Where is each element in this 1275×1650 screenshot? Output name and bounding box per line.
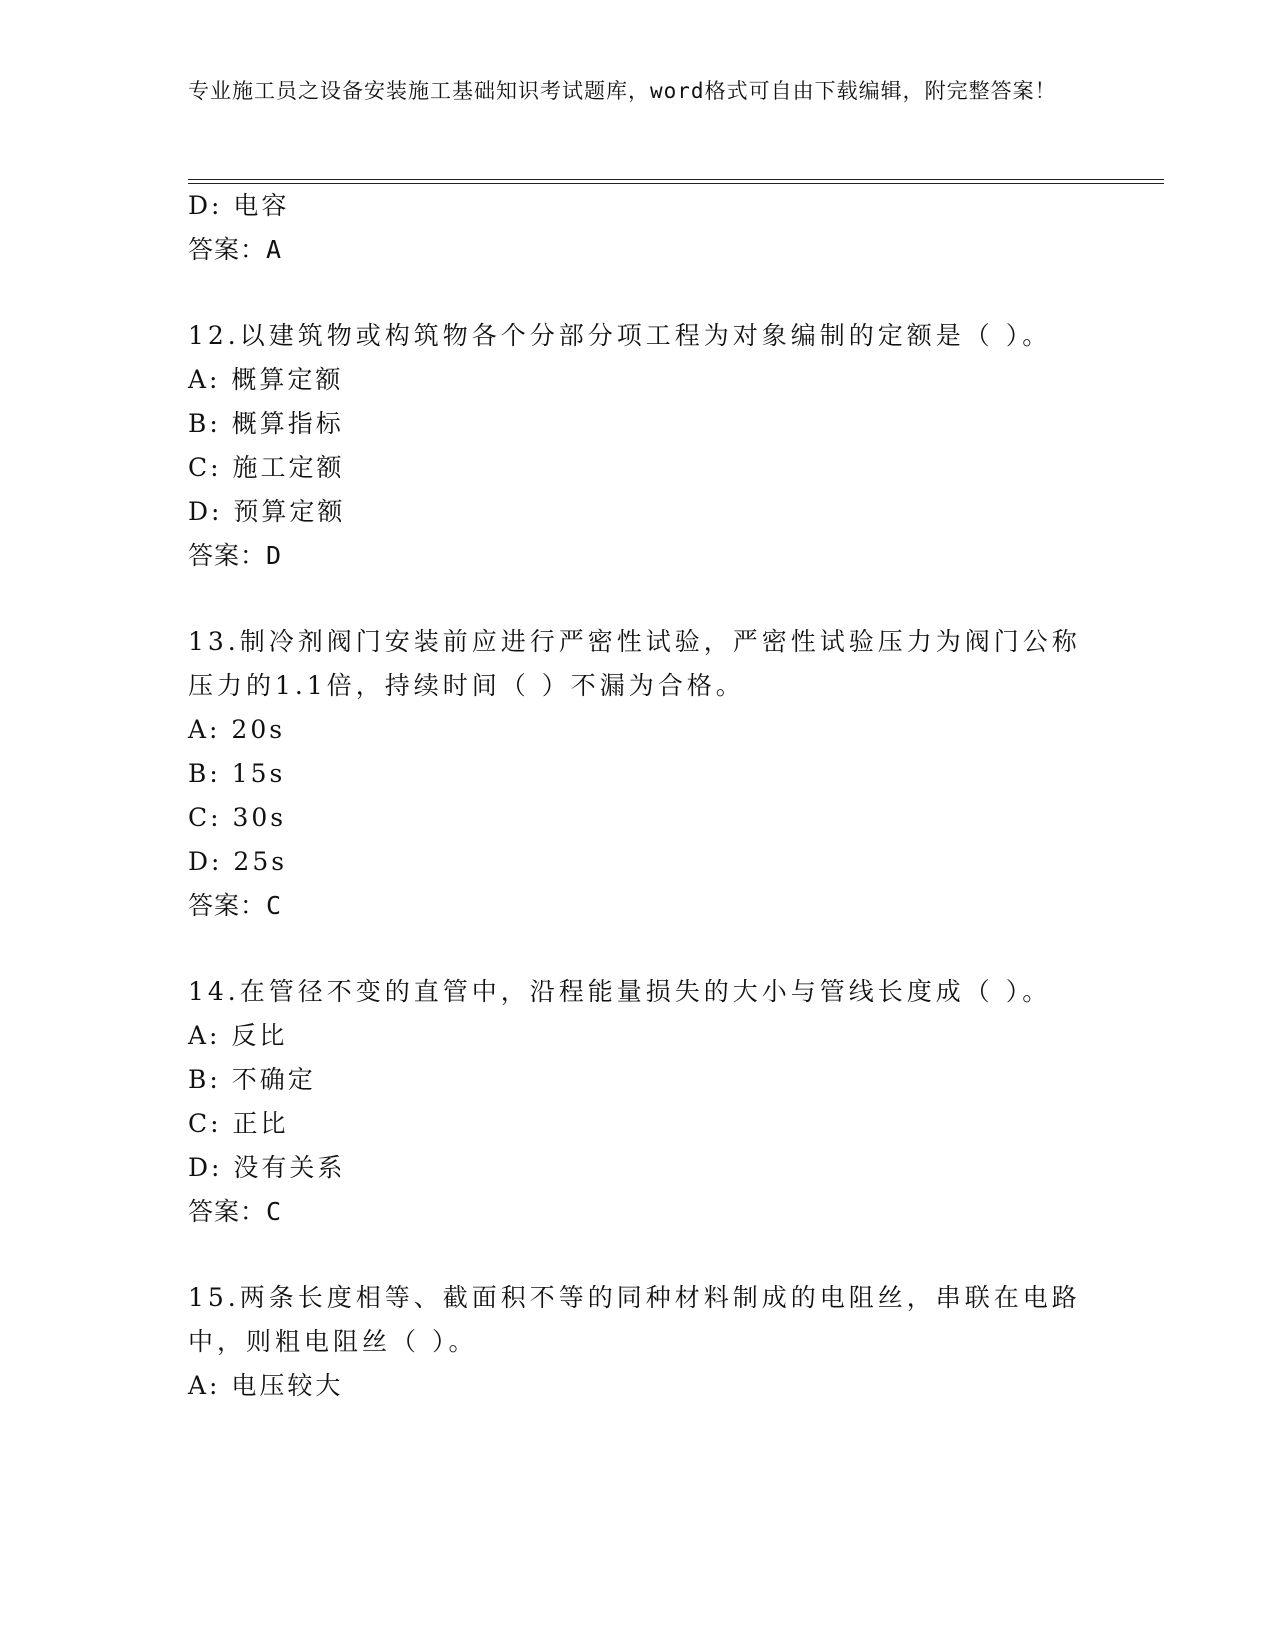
question-12-option-a: A: 概算定额 xyxy=(188,365,344,394)
prev-option-d: D: 电容 xyxy=(188,191,290,220)
question-15-stem-line2: 中，则粗电阻丝（ ）。 xyxy=(188,1327,478,1356)
question-14-option-d: D: 没有关系 xyxy=(188,1153,346,1182)
question-15-option-a: A: 电压较大 xyxy=(188,1371,344,1400)
question-12-option-b: B: 概算指标 xyxy=(188,409,344,438)
question-14-option-a: A: 反比 xyxy=(188,1021,288,1050)
question-12-option-d: D: 预算定额 xyxy=(188,497,346,526)
question-12-stem: 12.以建筑物或构筑物各个分部分项工程为对象编制的定额是（ ）。 xyxy=(188,321,1052,350)
question-15-stem-line1: 15.两条长度相等、截面积不等的同种材料制成的电阻丝，串联在电路 xyxy=(188,1283,1081,1312)
question-14-option-c: C: 正比 xyxy=(188,1109,289,1138)
question-13-option-c: C: 30s xyxy=(188,803,287,832)
question-14-stem: 14.在管径不变的直管中，沿程能量损失的大小与管线长度成（ ）。 xyxy=(188,977,1052,1006)
page-header: 专业施工员之设备安装施工基础知识考试题库，word格式可自由下载编辑，附完整答案！ xyxy=(188,79,1057,103)
question-13-option-a: A: 20s xyxy=(188,715,286,744)
question-13-stem-line1: 13.制冷剂阀门安装前应进行严密性试验，严密性试验压力为阀门公称 xyxy=(188,627,1081,656)
question-13-option-d: D: 25s xyxy=(188,847,288,876)
question-14-option-b: B: 不确定 xyxy=(188,1065,316,1094)
prev-answer: 答案：A xyxy=(188,235,283,264)
header-rule-top xyxy=(188,179,1164,180)
question-12-option-c: C: 施工定额 xyxy=(188,453,345,482)
question-13-answer: 答案：C xyxy=(188,891,283,920)
question-13-stem-line2: 压力的1.1倍，持续时间（ ）不漏为合格。 xyxy=(188,671,745,700)
question-12-answer: 答案：D xyxy=(188,541,283,570)
header-rule-bottom xyxy=(188,183,1164,184)
question-14-answer: 答案：C xyxy=(188,1197,283,1226)
question-13-option-b: B: 15s xyxy=(188,759,286,788)
